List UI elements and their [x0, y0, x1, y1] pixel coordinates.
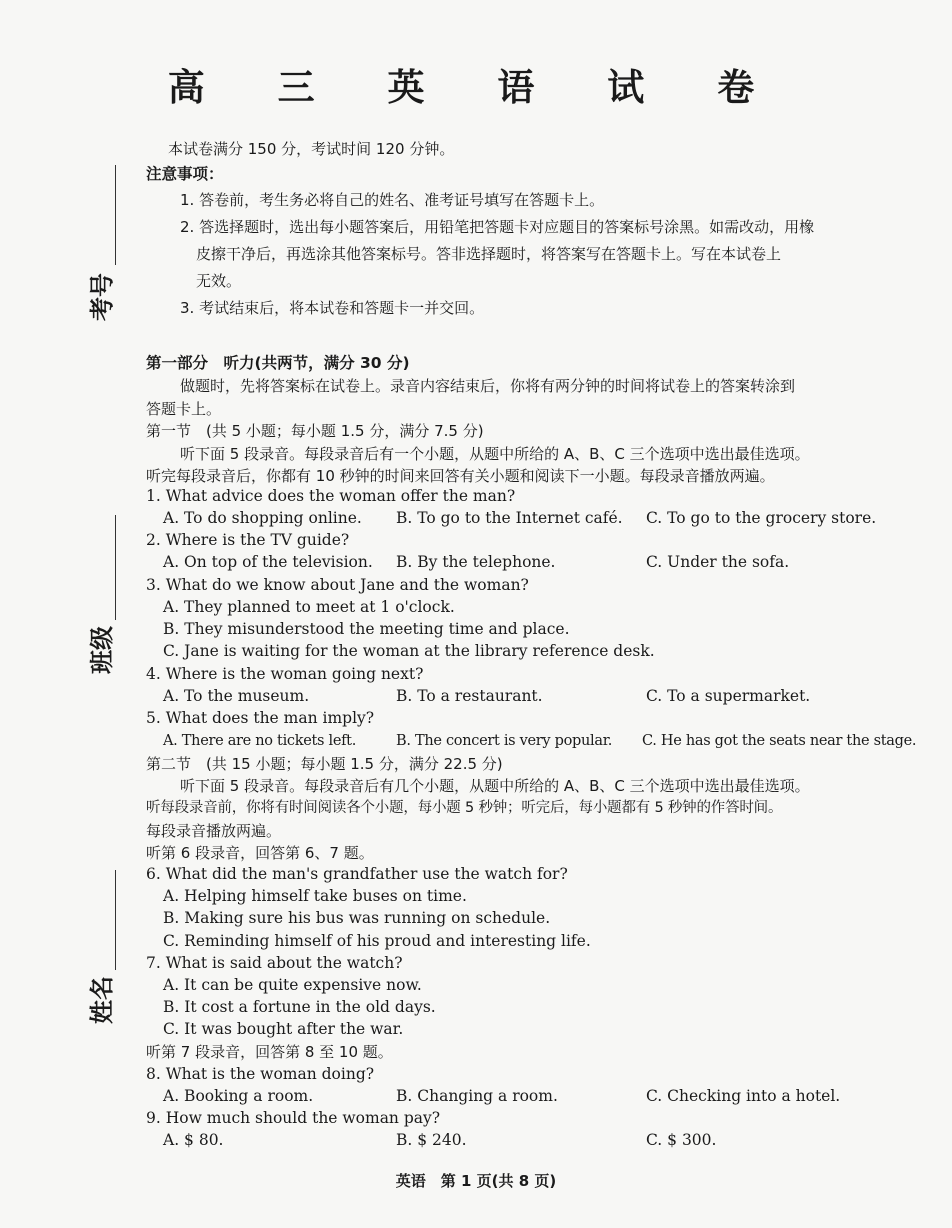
question-7-option-c: C. It was bought after the war. [163, 1020, 404, 1038]
question-1-option-b: B. To go to the Internet café. [396, 509, 623, 527]
notice-item-2: 2. 答选择题时，选出每小题答案后，用铅笔把答题卡对应题目的答案标号涂黑。如需改动，用橡 [180, 218, 815, 236]
question-5-stem: 5. What does the man imply? [146, 709, 375, 727]
name-rule [115, 870, 116, 970]
section2-desc-2: 听每段录音前，你将有时间阅读各个小题，每小题 5 秒钟；听完后，每小题都有 5 秒钟的作答时间。 [146, 800, 783, 816]
question-8-option-c: C. Checking into a hotel. [646, 1087, 841, 1105]
question-8-option-a: A. Booking a room. [163, 1087, 314, 1105]
page-title: 高 三 英 语 试 卷 [167, 66, 785, 109]
question-3-option-b: B. They misunderstood the meeting time and place. [163, 620, 570, 638]
question-1-option-c: C. To go to the grocery store. [646, 509, 877, 527]
question-4-option-a: A. To the museum. [163, 687, 310, 705]
question-4-stem: 4. Where is the woman going next? [146, 665, 424, 683]
question-8-option-b: B. Changing a room. [396, 1087, 558, 1105]
name-label: 姓名 [88, 976, 116, 1024]
notice-item-2-end: 无效。 [196, 272, 242, 290]
exam-no-label: 考号 [88, 273, 116, 321]
question-7-option-a: A. It can be quite expensive now. [163, 976, 422, 994]
notice-item-3: 3. 考试结束后，将本试卷和答题卡一并交回。 [180, 299, 485, 317]
page-footer: 英语 第 1 页(共 8 页) [395, 1172, 557, 1190]
question-7-option-b: B. It cost a fortune in the old days. [163, 998, 436, 1016]
segment-6-instruction: 听第 6 段录音，回答第 6、7 题。 [146, 844, 374, 862]
segment-7-instruction: 听第 7 段录音，回答第 8 至 10 题。 [146, 1043, 393, 1061]
notice-item-2-cont: 皮擦干净后，再选涂其他答案标号。答非选择题时，将答案写在答题卡上。写在本试卷上 [196, 245, 782, 263]
part1-desc-1: 做题时，先将答案标在试卷上。录音内容结束后，你将有两分钟的时间将试卷上的答案转涂到 [180, 377, 796, 395]
notice-heading: 注意事项： [146, 165, 224, 183]
question-4-option-b: B. To a restaurant. [396, 687, 543, 705]
question-1-stem: 1. What advice does the woman offer the man? [146, 487, 516, 505]
question-9-option-b: B. $ 240. [396, 1131, 467, 1149]
section2-desc-1: 听下面 5 段录音。每段录音后有几个小题，从题中所给的 A、B、C 三个选项中选出最佳选项。 [180, 777, 810, 795]
question-8-stem: 8. What is the woman doing? [146, 1065, 375, 1083]
question-6-option-c: C. Reminding himself of his proud and interesting life. [163, 932, 591, 950]
exam-intro: 本试卷满分 150 分，考试时间 120 分钟。 [168, 140, 455, 158]
question-4-option-c: C. To a supermarket. [646, 687, 811, 705]
class-label: 班级 [88, 626, 116, 674]
question-5-option-a: A. There are no tickets left. [163, 733, 356, 749]
question-6-option-b: B. Making sure his bus was running on schedule. [163, 909, 551, 927]
question-3-option-c: C. Jane is waiting for the woman at the library reference desk. [163, 642, 655, 660]
part1-heading: 第一部分 听力(共两节，满分 30 分) [146, 354, 410, 372]
question-7-stem: 7. What is said about the watch? [146, 954, 403, 972]
question-2-stem: 2. Where is the TV guide? [146, 531, 350, 549]
question-9-stem: 9. How much should the woman pay? [146, 1109, 441, 1127]
question-5-option-b: B. The concert is very popular. [396, 733, 613, 749]
section2-desc-3: 每段录音播放两遍。 [146, 822, 282, 840]
question-2-option-b: B. By the telephone. [396, 553, 556, 571]
question-2-option-a: A. On top of the television. [163, 553, 373, 571]
exam-no-rule [115, 165, 116, 265]
notice-item-1: 1. 答卷前，考生务必将自己的姓名、准考证号填写在答题卡上。 [180, 191, 605, 209]
question-5-option-c: C. He has got the seats near the stage. [642, 733, 917, 749]
section1-desc-2: 听完每段录音后，你都有 10 秒钟的时间来回答有关小题和阅读下一小题。每段录音播放两遍。 [146, 467, 775, 485]
question-1-option-a: A. To do shopping online. [163, 509, 362, 527]
question-9-option-c: C. $ 300. [646, 1131, 717, 1149]
question-6-stem: 6. What did the man's grandfather use the watch for? [146, 865, 568, 883]
section2-heading: 第二节 (共 15 小题；每小题 1.5 分，满分 22.5 分) [146, 755, 503, 773]
part1-desc-2: 答题卡上。 [146, 400, 222, 418]
question-6-option-a: A. Helping himself take buses on time. [163, 887, 467, 905]
question-3-option-a: A. They planned to meet at 1 o'clock. [163, 598, 455, 616]
section1-desc-1: 听下面 5 段录音。每段录音后有一个小题，从题中所给的 A、B、C 三个选项中选出最佳选项。 [180, 445, 810, 463]
section1-heading: 第一节 (共 5 小题；每小题 1.5 分，满分 7.5 分) [146, 422, 484, 440]
class-rule [115, 515, 116, 620]
question-9-option-a: A. $ 80. [163, 1131, 224, 1149]
question-2-option-c: C. Under the sofa. [646, 553, 790, 571]
question-3-stem: 3. What do we know about Jane and the woman? [146, 576, 529, 594]
